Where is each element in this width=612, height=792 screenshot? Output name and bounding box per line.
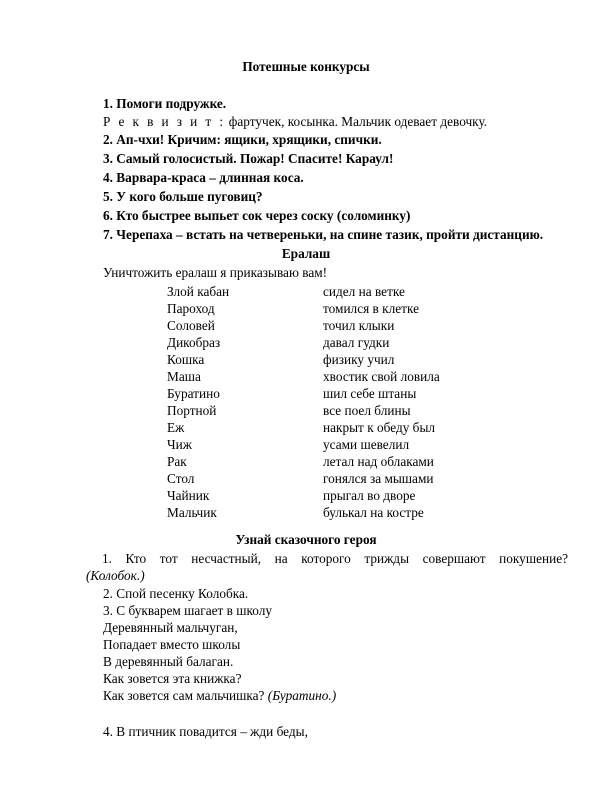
hero-q3-line: Как зовется эта книжка?: [103, 671, 242, 686]
table-row: [0, 351, 612, 368]
q1-word: Кто: [125, 551, 147, 566]
eralash-subject: Чайник: [167, 488, 210, 503]
eralash-subject: Мальчик: [167, 505, 217, 520]
q1-word: несчастный,: [191, 551, 262, 566]
hero-q3-last-text: Как зовется сам мальчишка?: [103, 688, 268, 703]
hero-title: Узнай сказочного героя: [235, 532, 377, 547]
eralash-action: летал над облаками: [323, 454, 434, 469]
contest-6: 6. Кто быстрее выпьет сок через соску (соломинку): [103, 208, 411, 223]
eralash-subject: Стол: [167, 471, 195, 486]
eralash-subject: Маша: [167, 369, 201, 384]
props-label: Р е к в и з и т :: [103, 114, 226, 129]
eralash-subject: Еж: [167, 420, 185, 435]
hero-q1-answer: (Колобок.): [86, 568, 145, 583]
props-line: [103, 113, 487, 130]
eralash-subject: Злой кабан: [167, 284, 230, 299]
eralash-subject: Соловей: [167, 318, 215, 333]
hero-q1: [102, 550, 568, 567]
hero-q3-answer: (Буратино.): [267, 688, 337, 703]
eralash-action: физику учил: [323, 352, 395, 367]
eralash-subject: Буратино: [167, 386, 220, 401]
eralash-action: булькал на костре: [323, 505, 424, 520]
hero-q3-line: В деревянный балаган.: [103, 654, 234, 669]
table-row: [0, 402, 612, 419]
contest-5: 5. У кого больше пуговиц?: [103, 189, 263, 204]
hero-q3-line: 3. С букварем шагает в школу: [103, 603, 273, 618]
table-row: [0, 504, 612, 521]
eralash-subject: Пароход: [167, 301, 215, 316]
table-row: [0, 436, 612, 453]
eralash-action: прыгал во дворе: [323, 488, 416, 503]
table-row: [0, 470, 612, 487]
contest-3: 3. Самый голосистый. Пожар! Спасите! Караул!: [103, 151, 394, 166]
contest-2: 2. Ап-чхи! Кричим: ящики, хрящики, спички.: [103, 132, 382, 147]
eralash-subject: Кошка: [167, 352, 205, 367]
q1-word: покушение?: [499, 551, 569, 566]
hero-q3-last: [103, 687, 336, 704]
hero-q3-line: Попадает вместо школы: [103, 637, 241, 652]
eralash-action: все поел блины: [323, 403, 411, 418]
q1-word: трижды: [364, 551, 409, 566]
eralash-subject: Портной: [167, 403, 217, 418]
contest-7: 7. Черепаха – встать на четвереньки, на спине тазик, пройти дистанцию.: [103, 227, 544, 242]
eralash-action: гонялся за мышами: [323, 471, 434, 486]
hero-q4: 4. В птичник повадится – жди беды,: [103, 724, 308, 739]
eralash-subject: Дикобраз: [167, 335, 221, 350]
table-row: [0, 487, 612, 504]
eralash-action: точил клыки: [323, 318, 395, 333]
eralash-subject: Чиж: [167, 437, 192, 452]
eralash-action: томился в клетке: [323, 301, 419, 316]
table-row: [0, 334, 612, 351]
eralash-action: давал гудки: [323, 335, 390, 350]
table-row: [0, 385, 612, 402]
hero-q2: 2. Спой песенку Колобка.: [103, 586, 249, 601]
props-text: фартучек, косынка. Мальчик одевает девочку.: [225, 114, 488, 129]
eralash-action: сидел на ветке: [323, 284, 405, 299]
table-row: [0, 419, 612, 436]
table-row: [0, 453, 612, 470]
q1-word: на: [274, 551, 288, 566]
q1-word: 1.: [102, 551, 112, 566]
eralash-action: шил себе штаны: [323, 386, 417, 401]
eralash-title: Ералаш: [281, 246, 331, 261]
contest-1: 1. Помоги подружке.: [103, 96, 227, 111]
table-row: [0, 283, 612, 300]
eralash-action: накрыт к обеду был: [323, 420, 436, 435]
eralash-action: усами шевелил: [323, 437, 410, 452]
eralash-intro: Уничтожить ералаш я приказываю вам!: [103, 265, 328, 280]
eralash-subject: Рак: [167, 454, 187, 469]
hero-q3-line: Деревянный мальчуган,: [103, 620, 238, 635]
q1-word: совершают: [422, 551, 486, 566]
table-row: [0, 300, 612, 317]
table-row: [0, 368, 612, 385]
q1-word: тот: [159, 551, 178, 566]
q1-word: которого: [301, 551, 351, 566]
eralash-action: хвостик свой ловила: [323, 369, 440, 384]
table-row: [0, 317, 612, 334]
page-title: Потешные конкурсы: [242, 59, 370, 74]
contest-4: 4. Варвара-краса – длинная коса.: [103, 170, 304, 185]
